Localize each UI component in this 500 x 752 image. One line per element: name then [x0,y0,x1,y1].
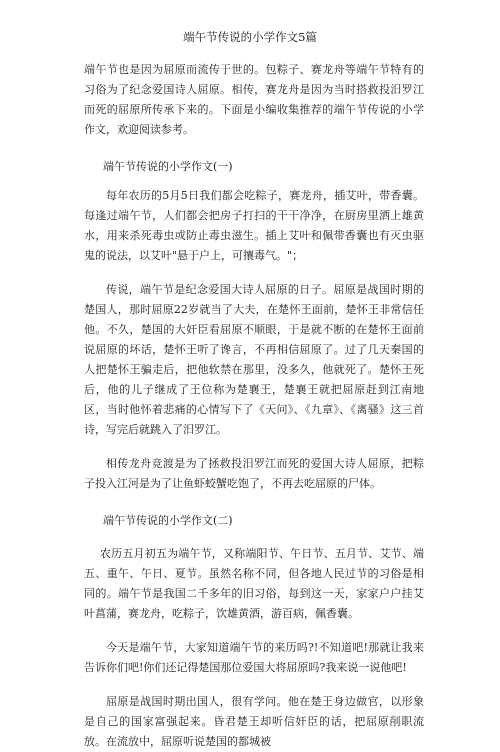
paragraph-2-1: 农历五月初五为端午节，又称端阳节、午日节、五月节、艾节、端五、重午、午日、夏节。虽然名称不同，但各地人民过节的习俗是相同的。端午节是我国二千多年的旧习俗，每到这一天，家家户户挂艾叶菖蒲，赛龙舟，吃粽子，饮雄黄酒，游百病，佩香囊。 [84,547,424,620]
section-heading-1: 端午节传说的小学作文(一) [103,160,233,173]
paragraph-1-2: 传说，端午节是纪念爱国大诗人屈原的日子。屈原是战国时期的楚国人，那时屈原22岁就当了大夫，在楚怀王面前，楚怀王非常信任他。不久，楚国的大奸臣看屈原不顺眼，于是就不断的在楚怀王面前说屈原的坏话，楚怀王听了谗言，不再相信屈原了。过了几天秦国的人把楚怀王骗走后，把他软禁在那里，没多久，他就死了。楚怀王死后，他的儿子继成了王位称为楚襄王，楚襄王就把屈原赶到江南地区，当时他怀着悲痛的心情写下了《天问》、《九章》、《离骚》这三首诗，写完后就跳入了汨罗江。 [84,283,424,436]
intro-paragraph: 端午节也是因为屈原而流传于世的。包粽子、赛龙舟等端午节特有的习俗为了纪念爱国诗人屈原。相传，赛龙舟是因为当时搭救投汨罗江而死的屈原所传承下来的。下面是小编收集推荐的端午节传说的小学作文，欢迎阅读参考。 [84,63,424,136]
document-title: 端午节传说的小学作文5篇 [183,30,317,44]
paragraph-1-3: 相传龙舟竞渡是为了拯救投汨罗江而死的爱国大诗人屈原，把粽子投入江河是为了让鱼虾蛟蟹吃饱了，不再去吃屈原的尸体。 [84,457,424,490]
paragraph-2-2: 今天是端午节，大家知道端午节的来历吗?!不知道吧!那就让我来告诉你们吧!你们还记得楚国那位爱国大将屈原吗?我来说一说他吧! [84,641,424,674]
paragraph-2-3: 屈原是战国时期出国人，很有学问。他在楚王身边做官，以形象是自己的国家富强起来。昏君楚王却听信奸臣的话，把屈原削职流放。在流放中，屈原听说楚国的都城被 [84,695,424,748]
paragraph-1-1: 每年农历的5月5日我们都会吃粽子，赛龙舟，插艾叶，带香囊。每逢过端午节，人们都会把房子打扫的干干净净，在厨房里洒上雄黄水，用来杀死毒虫或防止毒虫滋生。插上艾叶和佩带香囊也有灭虫驱鬼的说法，以艾叶"悬于户上，可攘毒气。"； [84,189,424,262]
section-heading-2: 端午节传说的小学作文(二) [103,514,233,527]
